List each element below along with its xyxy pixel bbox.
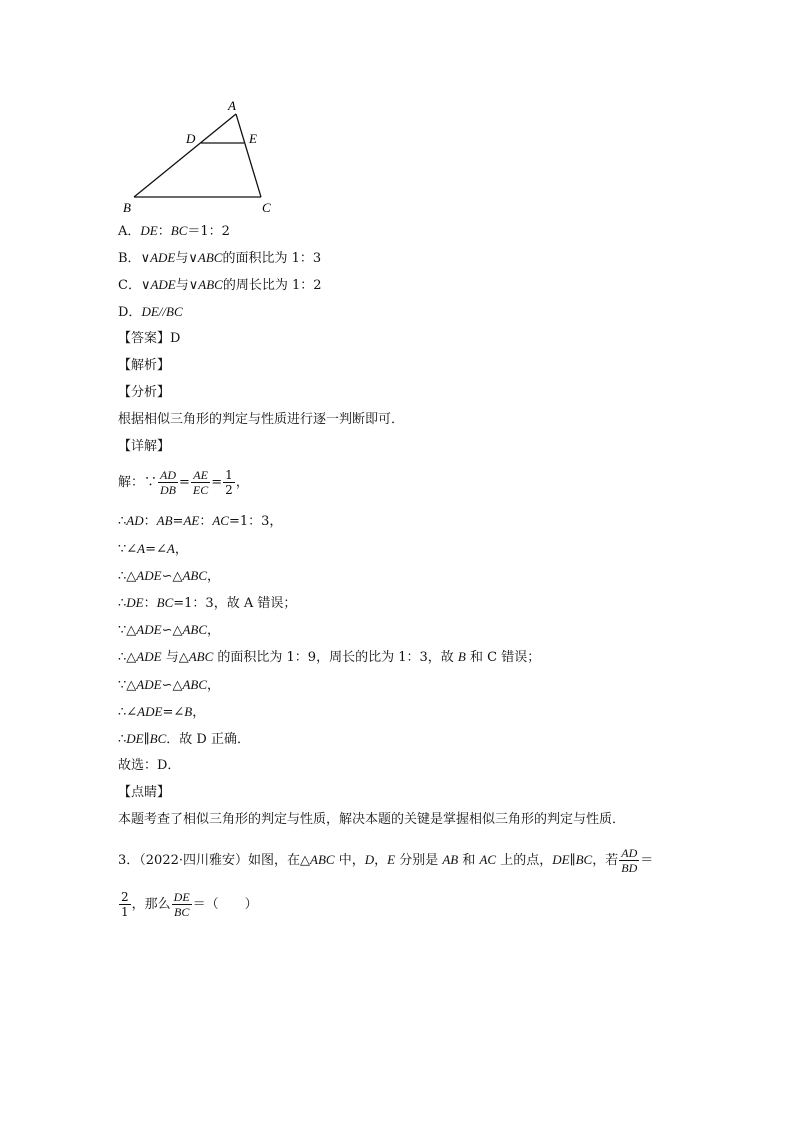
triangle-figure: [0, 0, 794, 220]
option-b: B．∨ADE与∨ABC的面积比为 1：3: [118, 250, 322, 266]
jiexi-heading: 【解析】: [118, 358, 171, 373]
answer-line: 【答案】D: [118, 331, 181, 346]
solution-line-7: ∴△ADE 与△ABC 的面积比为 1：9，周长的比为 1：3，故 B 和 C 错误；: [118, 649, 541, 665]
solution-line-2: ∴AD：AB=AE：AC=1：3，: [118, 513, 283, 529]
point-label-c: C: [262, 200, 271, 215]
fraction-de-bc: $\frac{DE}{BC}$: [173, 890, 190, 919]
fenxi-text: 根据相似三角形的判定与性质进行逐一判断即可．: [118, 412, 405, 427]
fraction-ad-bd: $\frac{AD}{BD}$: [621, 846, 638, 875]
option-a: A．DE：BC＝1：2: [118, 223, 230, 239]
solution-line-4: ∴△ADE∽△ABC，: [118, 568, 221, 584]
fraction-ae-ec: $\frac{AE}{EC}$: [192, 468, 209, 497]
point-label-a: A: [228, 98, 236, 113]
solution-line-11: 故选：D．: [118, 758, 181, 773]
fenxi-heading: 【分析】: [118, 385, 171, 400]
option-c: C．∨ADE与∨ABC的周长比为 1：2: [118, 277, 322, 293]
fraction-one-half: $\frac{1}{2}$: [225, 468, 233, 497]
dianjing-text: 本题考查了相似三角形的判定与性质，解决本题的关键是掌握相似三角形的判定与性质．: [118, 812, 626, 827]
fraction-two-one: $\frac{2}{1}$: [121, 890, 129, 919]
question-3-line-1: 3．（2022·四川雅安）如图，在△ABC 中，D，E 分别是 AB 和 AC 上的点，DE∥BC，若 $\frac{AD}{BD}$ ＝: [118, 846, 654, 875]
solution-line-1: 解：∵ $\frac{AD}{DB}$ = $\frac{AE}{EC}$ = $\frac{1}{2}$ ，: [118, 468, 249, 497]
solution-line-9: ∴∠ADE=∠B，: [118, 704, 206, 720]
option-d: D．DE//BC: [118, 304, 183, 320]
solution-line-3: ∵∠A=∠A，: [118, 541, 188, 557]
point-label-d: D: [186, 131, 196, 146]
point-label-b: B: [123, 200, 131, 215]
xiangjie-heading: 【详解】: [118, 439, 171, 454]
dianjing-heading: 【点睛】: [118, 785, 171, 800]
point-label-e: E: [249, 131, 257, 146]
solution-line-8: ∵△ADE∽△ABC，: [118, 677, 221, 693]
solution-line-5: ∴DE：BC=1：3，故 A 错误；: [118, 595, 297, 611]
fraction-ad-db: $\frac{AD}{DB}$: [160, 468, 177, 497]
segment-ab: [134, 114, 236, 197]
question-3-line-2: $\frac{2}{1}$ ，那么 $\frac{DE}{BC}$ ＝（ ）: [121, 890, 258, 919]
solution-line-10: ∴DE∥BC．故 D 正确．: [118, 731, 250, 747]
segment-ac: [236, 114, 261, 197]
solution-line-6: ∵△ADE∽△ABC，: [118, 622, 221, 638]
